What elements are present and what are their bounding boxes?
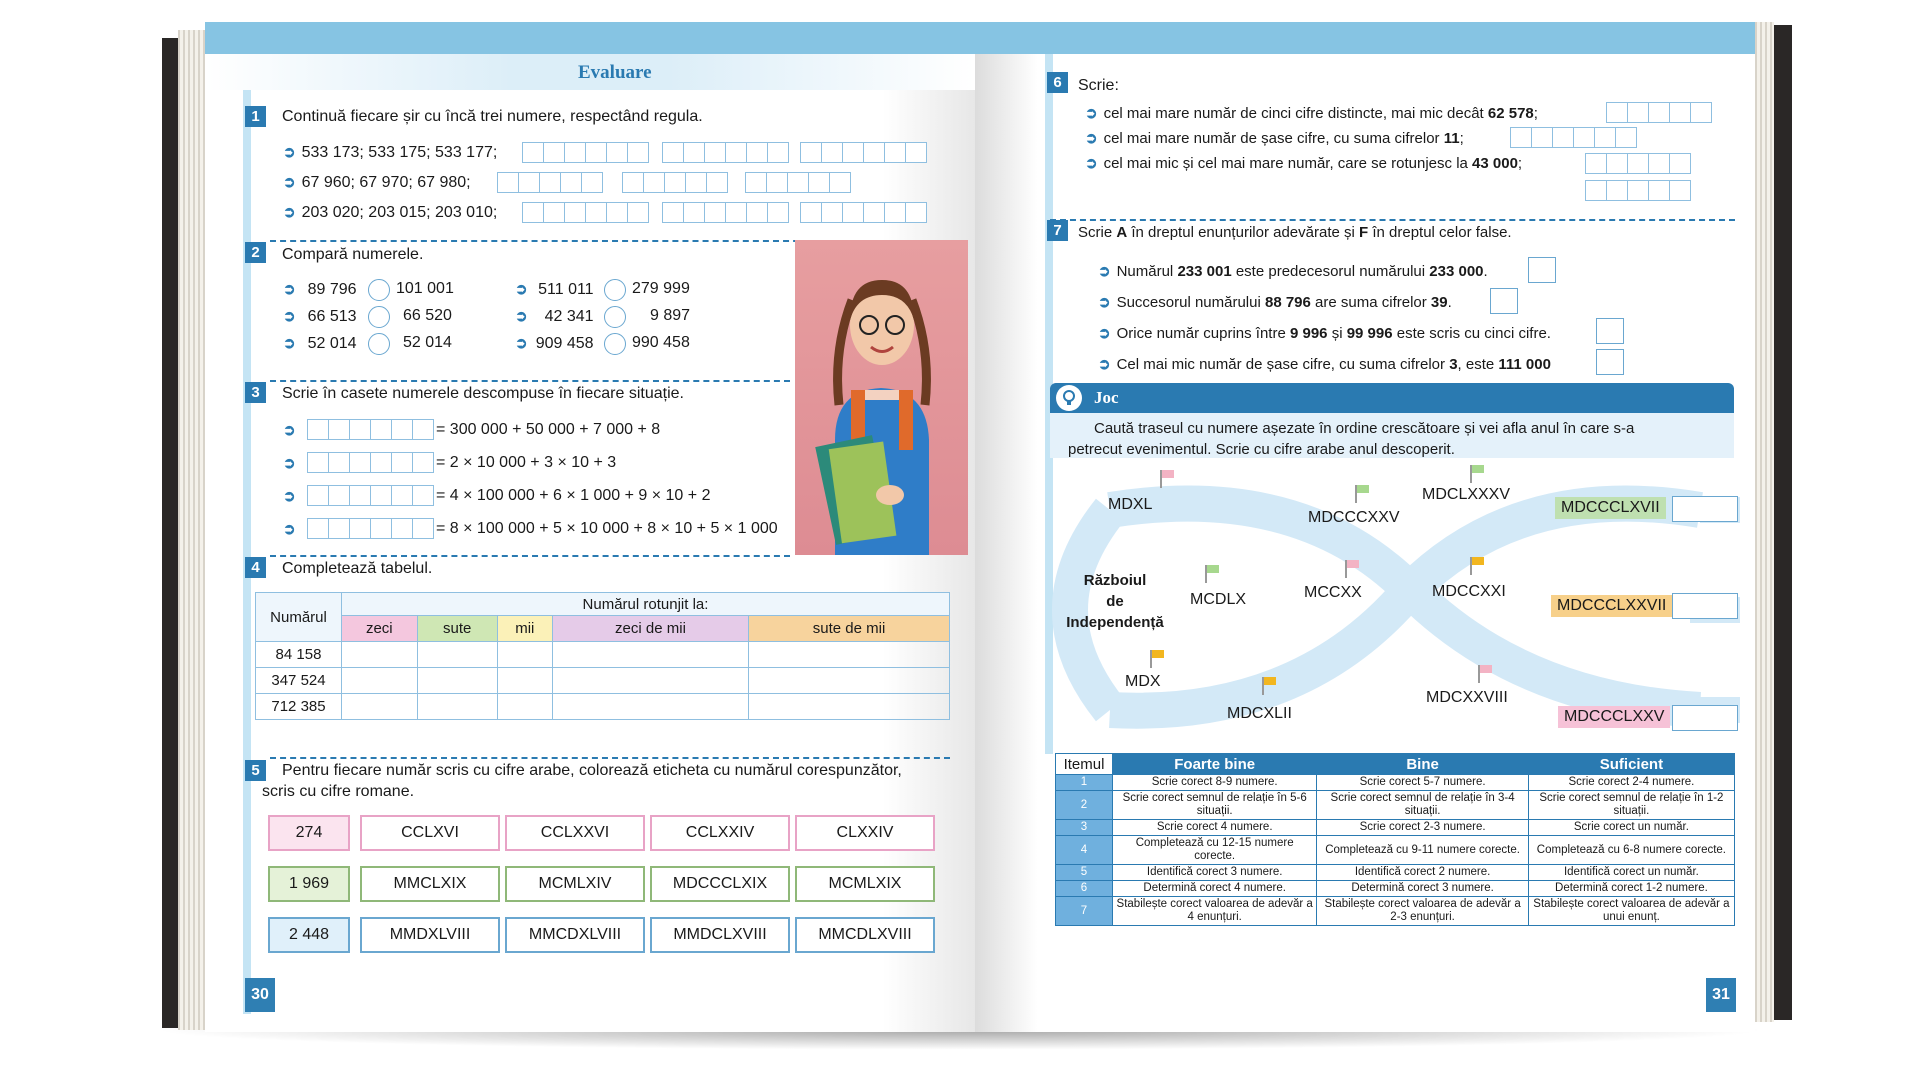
flag-icon: [1355, 485, 1369, 503]
rubric-header: Bine: [1317, 754, 1528, 775]
roman-number: MDX: [1125, 673, 1161, 690]
roman-label[interactable]: MCMLXIX: [795, 866, 935, 902]
roman-number: MDCXXVIII: [1426, 689, 1508, 706]
roman-number: MCDLX: [1190, 591, 1247, 608]
rubric-row: [1056, 820, 1735, 836]
separator: [270, 757, 950, 759]
item-number: 7: [1056, 897, 1113, 926]
statement: ➲ Orice număr cuprins între 9 996 și 99 996 este scris cu cinci cifre.: [1098, 325, 1551, 342]
answer-boxes[interactable]: [1510, 127, 1636, 148]
roman-label[interactable]: MMDXLVIII: [360, 917, 500, 953]
roman-label[interactable]: CLXXIV: [795, 815, 935, 851]
rubric-cell: Scrie corect 5-7 numere.: [1317, 775, 1528, 791]
rubric-cell: Identifică corect 3 numere.: [1113, 865, 1317, 881]
rubric-row: [1056, 881, 1735, 897]
final-tag: MDCCCLXVII: [1555, 497, 1666, 519]
table-row: [256, 642, 950, 668]
year-answer-box[interactable]: [1672, 496, 1738, 522]
answer-cell[interactable]: [417, 642, 497, 668]
year-answer-box[interactable]: [1672, 593, 1738, 619]
exercise-3-number: 3: [245, 382, 266, 403]
right-top-band: [975, 22, 1755, 54]
separator: [270, 380, 790, 382]
answer-cell[interactable]: [342, 668, 418, 694]
rubric-row: [1056, 836, 1735, 865]
exercise-4-instruction: Completează tabelul.: [282, 560, 433, 577]
decomposed-row: ➲: [283, 455, 296, 472]
separator: [1050, 219, 1735, 221]
answer-boxes[interactable]: [622, 172, 727, 193]
roman-label[interactable]: CCLXVI: [360, 815, 500, 851]
ex1-row-3: ➲ 203 020; 203 015; 203 010;: [283, 204, 498, 221]
decomposed-row: ➲: [283, 422, 296, 439]
year-answer-box[interactable]: [1672, 705, 1738, 731]
page-edges-left: [178, 30, 206, 1030]
left-margin-bar: [243, 54, 251, 1014]
answer-boxes[interactable]: [307, 452, 433, 473]
compare-value: 279 999: [632, 280, 690, 297]
flag-icon: [1470, 557, 1484, 575]
col-header: zeci de mii: [552, 616, 748, 642]
rubric-row: [1056, 791, 1735, 820]
rubric-row: [1056, 775, 1735, 791]
answer-cell[interactable]: [342, 694, 418, 720]
compare-row: ➲ 89 796: [283, 281, 357, 298]
ex1-row-2: ➲ 67 960; 67 970; 67 980;: [283, 174, 471, 191]
rubric-cell: Determină corect 1-2 numere.: [1528, 881, 1734, 897]
flag-icon: [1262, 677, 1276, 695]
compare-value: 9 897: [650, 307, 691, 324]
table-cell: 84 158: [256, 642, 342, 668]
exercise-7-instruction: Scrie A în dreptul enunțurilor adevărate și F în dreptul celor false.: [1078, 224, 1512, 241]
page-number-right: 31: [1706, 978, 1736, 1012]
answer-boxes[interactable]: [662, 202, 788, 223]
compare-row: ➲ 42 341: [515, 308, 594, 325]
item-number: 5: [1056, 865, 1113, 881]
decomposition: = 4 × 100 000 + 6 × 1 000 + 9 × 10 + 2: [436, 487, 711, 504]
statement: ➲ Succesorul numărului 88 796 are suma cifrelor 39.: [1098, 294, 1452, 311]
table-cell: 347 524: [256, 668, 342, 694]
event-label: Războiul de Independență: [1066, 572, 1164, 631]
rubric-cell: Scrie corect un număr.: [1528, 820, 1734, 836]
answer-boxes[interactable]: [1585, 180, 1690, 201]
ex6-item: ➲ cel mai mare număr de cinci cifre distincte, mai mic decât 62 578;: [1085, 105, 1538, 122]
roman-label[interactable]: MMDCLXVIII: [650, 917, 790, 953]
roman-number: MDCXLII: [1227, 705, 1292, 722]
exercise-7-number: 7: [1047, 220, 1068, 241]
exercise-5-instruction: Pentru fiecare număr scris cu cifre arabe, colorează eticheta cu numărul corespunzător,: [282, 762, 902, 779]
decomposition: = 8 × 100 000 + 5 × 10 000 + 8 × 10 + 5 × 1 000: [436, 520, 778, 537]
rounding-table: [255, 592, 950, 720]
col-number-header: Numărul: [256, 593, 342, 642]
statement: ➲ Cel mai mic număr de șase cifre, cu suma cifrelor 3, este 111 000: [1098, 356, 1551, 373]
rubric-header: Suficient: [1528, 754, 1734, 775]
roman-number: MCCXX: [1304, 584, 1362, 601]
truth-box[interactable]: [1528, 257, 1556, 283]
truth-box[interactable]: [1596, 349, 1624, 375]
rubric-cell: Determină corect 3 numere.: [1317, 881, 1528, 897]
answer-cell[interactable]: [749, 642, 950, 668]
item-number: 4: [1056, 836, 1113, 865]
answer-cell[interactable]: [417, 668, 497, 694]
item-number: 6: [1056, 881, 1113, 897]
flag-icon: [1160, 470, 1174, 488]
rubric-cell: Scrie corect 4 numere.: [1113, 820, 1317, 836]
student-illustration: [795, 240, 968, 555]
roman-label[interactable]: MMCDLXVIII: [795, 917, 935, 953]
answer-boxes[interactable]: [307, 518, 433, 539]
rubric-row: [1056, 865, 1735, 881]
exercise-2-instruction: Compară numerele.: [282, 246, 424, 263]
page-number-left: 30: [245, 978, 275, 1012]
rubric-row: [1056, 897, 1735, 926]
exercise-4-number: 4: [245, 557, 266, 578]
rubric-cell: Scrie corect semnul de relație în 5-6 situații.: [1113, 791, 1317, 820]
ex6-item: ➲ cel mai mic și cel mai mare număr, care se rotunjesc la 43 000;: [1085, 155, 1523, 172]
roman-number: MDCCXXI: [1432, 583, 1506, 600]
rubric-cell: Stabilește corect valoarea de adevăr a 2-3 enunțuri.: [1317, 897, 1528, 926]
table-row: [256, 694, 950, 720]
compare-circle[interactable]: [368, 306, 390, 328]
flag-icon: [1470, 465, 1484, 483]
answer-boxes[interactable]: [800, 202, 926, 223]
answer-boxes[interactable]: [800, 142, 926, 163]
answer-cell[interactable]: [497, 642, 552, 668]
game-title: Joc: [1094, 388, 1119, 407]
compare-circle[interactable]: [604, 333, 626, 355]
roman-number: MDCLXXXV: [1422, 486, 1511, 503]
roman-label[interactable]: MCMLXIV: [505, 866, 645, 902]
rubric-cell: Scrie corect 8-9 numere.: [1113, 775, 1317, 791]
answer-cell[interactable]: [552, 642, 748, 668]
rubric-header: Itemul: [1056, 754, 1113, 775]
rubric-cell: Identifică corect 2 numere.: [1317, 865, 1528, 881]
flag-icon: [1478, 665, 1492, 683]
roman-number: MDXL: [1108, 496, 1153, 513]
rubric-cell: Identifică corect un număr.: [1528, 865, 1734, 881]
compare-circle[interactable]: [604, 279, 626, 301]
separator: [270, 555, 790, 557]
rubric-cell: Stabilește corect valoarea de adevăr a unui enunț.: [1528, 897, 1734, 926]
roman-label[interactable]: CCLXXIV: [650, 815, 790, 851]
compare-row: ➲ 66 513: [283, 308, 357, 325]
game-text-1: Caută traseul cu numere așezate în ordine crescătoare și vei afla anul în care s-a: [1094, 420, 1635, 437]
truth-box[interactable]: [1596, 318, 1624, 344]
exercise-1-number: 1: [245, 106, 266, 127]
rubric-cell: Scrie corect semnul de relație în 3-4 situații.: [1317, 791, 1528, 820]
left-top-band: [205, 22, 975, 54]
exercise-6-number: 6: [1047, 72, 1068, 93]
game-text-2: petrecut evenimentul. Scrie cu cifre arabe anul descoperit.: [1068, 441, 1455, 458]
roman-label[interactable]: MMCDXLVIII: [505, 917, 645, 953]
statement: ➲ Numărul 233 001 este predecesorul numărului 233 000.: [1098, 263, 1488, 280]
col-header: zeci: [342, 616, 418, 642]
exercise-3-instruction: Scrie în casete numerele descompuse în fiecare situație.: [282, 385, 684, 402]
compare-value: 66 520: [403, 307, 452, 324]
decomposed-row: ➲: [283, 521, 296, 538]
rubric-header: Foarte bine: [1113, 754, 1317, 775]
compare-row: ➲ 52 014: [283, 335, 357, 352]
exercise-2-number: 2: [245, 242, 266, 263]
roman-label[interactable]: MDCCCLXIX: [650, 866, 790, 902]
lightbulb-icon: [1056, 385, 1082, 411]
answer-cell[interactable]: [342, 642, 418, 668]
table-row: [256, 668, 950, 694]
arabic-label: 2 448: [268, 917, 350, 953]
answer-cell[interactable]: [497, 668, 552, 694]
answer-boxes[interactable]: [1606, 102, 1711, 123]
flag-icon: [1345, 560, 1359, 578]
answer-boxes[interactable]: [745, 172, 850, 193]
exercise-5-number: 5: [245, 760, 266, 781]
answer-cell[interactable]: [749, 668, 950, 694]
compare-value: 52 014: [403, 334, 452, 351]
compare-circle[interactable]: [368, 333, 390, 355]
flag-icon: [1205, 565, 1219, 583]
answer-boxes[interactable]: [662, 142, 788, 163]
rubric-cell: Completează cu 12-15 numere corecte.: [1113, 836, 1317, 865]
answer-cell[interactable]: [552, 694, 748, 720]
final-tag: MDCCCLXXV: [1558, 706, 1670, 728]
exercise-6-instruction: Scrie:: [1078, 77, 1119, 94]
page-title: Evaluare: [578, 62, 652, 83]
col-rounded-header: Numărul rotunjit la:: [342, 593, 950, 616]
ex6-item: ➲ cel mai mare număr de șase cifre, cu suma cifrelor 11;: [1085, 130, 1464, 147]
roman-label[interactable]: CCLXXVI: [505, 815, 645, 851]
rubric-cell: Scrie corect semnul de relație în 1-2 situații.: [1528, 791, 1734, 820]
decomposed-row: ➲: [283, 488, 296, 505]
rubric-cell: Completează cu 9-11 numere corecte.: [1317, 836, 1528, 865]
item-number: 1: [1056, 775, 1113, 791]
col-header: mii: [497, 616, 552, 642]
answer-boxes[interactable]: [307, 419, 433, 440]
answer-cell[interactable]: [552, 668, 748, 694]
table-cell: 712 385: [256, 694, 342, 720]
compare-row: ➲ 511 011: [515, 281, 594, 298]
rubric-cell: Scrie corect 2-3 numere.: [1317, 820, 1528, 836]
answer-boxes[interactable]: [1585, 153, 1690, 174]
rubric-cell: Stabilește corect valoarea de adevăr a 4 enunțuri.: [1113, 897, 1317, 926]
rubric-cell: Determină corect 4 numere.: [1113, 881, 1317, 897]
compare-circle[interactable]: [368, 279, 390, 301]
col-header: sute: [417, 616, 497, 642]
arabic-label: 274: [268, 815, 350, 851]
exercise-5-instruction-2: scris cu cifre romane.: [262, 783, 415, 800]
answer-cell[interactable]: [749, 694, 950, 720]
answer-boxes[interactable]: [497, 172, 602, 193]
decomposition: = 300 000 + 50 000 + 7 000 + 8: [436, 421, 661, 438]
flag-icon: [1150, 650, 1164, 668]
answer-boxes[interactable]: [307, 485, 433, 506]
answer-cell[interactable]: [497, 694, 552, 720]
answer-cell[interactable]: [417, 694, 497, 720]
rubric-table: [1055, 753, 1735, 926]
compare-circle[interactable]: [604, 306, 626, 328]
item-number: 3: [1056, 820, 1113, 836]
final-tag: MDCCCLXXVII: [1551, 595, 1672, 617]
answer-boxes[interactable]: [522, 142, 648, 163]
arabic-label: 1 969: [268, 866, 350, 902]
roman-number: MDCCCXXV: [1308, 509, 1400, 526]
decomposition: = 2 × 10 000 + 3 × 10 + 3: [436, 454, 617, 471]
truth-box[interactable]: [1490, 288, 1518, 314]
col-header: sute de mii: [749, 616, 950, 642]
compare-value: 101 001: [396, 280, 454, 297]
roman-label[interactable]: MMCLXIX: [360, 866, 500, 902]
answer-boxes[interactable]: [522, 202, 648, 223]
exercise-1-instruction: Continuă fiecare șir cu încă trei numere, respectând regula.: [282, 108, 703, 125]
compare-value: 990 458: [632, 334, 690, 351]
compare-row: ➲ 909 458: [515, 335, 594, 352]
game-header: [1050, 383, 1734, 413]
student-photo: [795, 240, 968, 555]
rubric-cell: Scrie corect 2-4 numere.: [1528, 775, 1734, 791]
ex1-row-1: ➲ 533 173; 533 175; 533 177;: [283, 144, 498, 161]
item-number: 2: [1056, 791, 1113, 820]
rubric-cell: Completează cu 6-8 numere corecte.: [1528, 836, 1734, 865]
